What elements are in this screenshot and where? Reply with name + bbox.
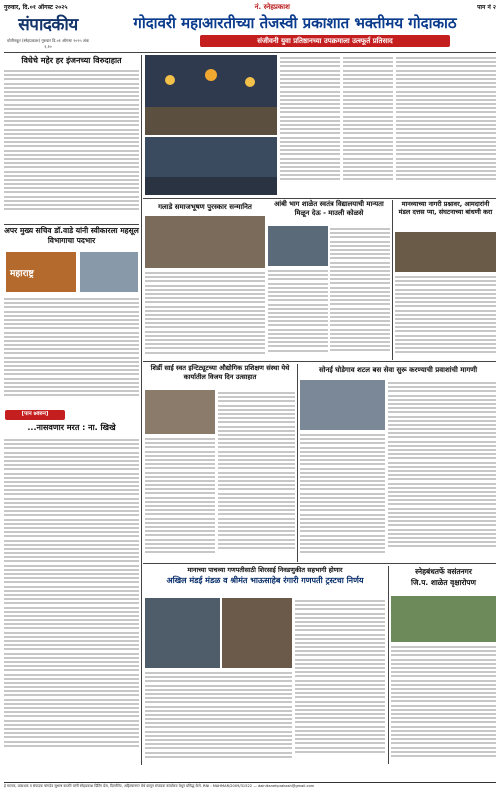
- left-article-3-title: ...नासवणार मरत : ना. खिखे: [27, 423, 116, 432]
- divider: [143, 563, 496, 564]
- page-number: पान नं २: [477, 4, 496, 11]
- left-article-2-header: [4, 226, 139, 250]
- bottom-article-header: [145, 566, 385, 596]
- masthead: [4, 12, 92, 52]
- mid-article-2-side: [330, 226, 390, 358]
- bottom-right-title: स्नेहबंधतर्फे वसंतनगर: [415, 567, 472, 576]
- bottom-right-body: [391, 644, 496, 764]
- bus-stand-photo: [300, 380, 385, 430]
- main-headline: गोदावरी महाआरतीच्या तेजस्वी प्रकाशात भक्तीमय गोदाकाठ: [133, 14, 457, 32]
- mid-article-2-header: [268, 200, 390, 224]
- mid-article-3-header: [145, 364, 295, 388]
- column-divider: [392, 200, 393, 360]
- photo-water: [145, 177, 277, 195]
- press-conference-photo: [222, 598, 292, 668]
- imprint-footer: हे मालक, प्रकाशक व संपादक चांगदेव सुभाष कातोरे यांनी स्नेहप्रकाश प्रिंटिंग प्रेस, दिल्लीगेट, अहिल्यानगर येथे छापून संपादक कार्यालय येथून प्रसिद्ध केले. RNI : MAHMAR/2009/31522 — dainiksnehprakash@gmail.com: [4, 782, 496, 794]
- left-article-1-title: विधेचे महेर हर इंजनच्या विरुदाहात: [21, 56, 122, 65]
- river-aarti-photo: [145, 137, 277, 195]
- bottom-article-title: अखिल मंडई मंडळ व श्रीमंत भाऊसाहेब रंगारी गणपती ट्रस्टचा निर्णय: [166, 576, 364, 585]
- continued-box: [पान ७वरुन]: [5, 410, 65, 420]
- left-article-1: [4, 55, 139, 220]
- right-article-2-body: [300, 432, 385, 560]
- tree-plantation-photo: [391, 596, 496, 642]
- left-article-2-body: [4, 296, 139, 406]
- bottom-right-subtitle: जि.प. शाळेत वृक्षारोपण: [411, 578, 476, 587]
- lamp-glow: [165, 75, 175, 85]
- mid-article-2-body: [268, 268, 328, 358]
- brand-label: नं. स्नेहप्रकाश: [254, 2, 290, 11]
- lamp-glow: [205, 69, 217, 81]
- meeting-photo: [395, 232, 496, 272]
- main-event-photo: [145, 55, 277, 135]
- photo-crowd: [145, 107, 277, 135]
- main-article-col-3: [396, 55, 496, 195]
- bottom-article-body: [145, 670, 292, 764]
- right-article-2-side: [388, 380, 496, 560]
- left-article-3-body: [4, 437, 139, 763]
- bottom-article-side: [295, 598, 385, 764]
- top-divider: [4, 52, 496, 53]
- iti-photo: [145, 390, 215, 434]
- right-article-2-title: सोनई घोडेगाव शटल बस सेवा सुरू करण्याची प्रवाशांची मागणी: [318, 366, 478, 374]
- school-photo: [268, 226, 328, 266]
- award-photo: [145, 216, 265, 268]
- lamp-glow: [245, 77, 255, 87]
- divider: [4, 224, 139, 225]
- photo-label: महाराष्ट्र: [10, 269, 34, 279]
- bottom-right-header: [391, 566, 496, 594]
- main-article-col-1: [280, 55, 340, 195]
- text-filler: [4, 70, 139, 210]
- article-photo-emblem: [6, 252, 76, 292]
- right-article-2-header: [300, 364, 496, 378]
- divider: [143, 361, 496, 362]
- left-article-2-title: अपर मुख्य सचिव डाॅ.वाडे यांनी स्वीकारला महसूल विभागाचा पदभार: [4, 226, 139, 245]
- column-divider: [388, 566, 389, 764]
- left-article-1-body: [4, 68, 139, 218]
- mandal-photo: [145, 598, 220, 668]
- right-article-1-header: [395, 200, 496, 230]
- column-divider: [141, 55, 142, 765]
- mid-article-3-title: शिर्डी साई स्वत इन्टिट्यूटच्या औद्योगिक प्रशिक्षण संस्था येथे कार्यातील विजय दिन उत्साहात: [150, 364, 290, 381]
- masthead-title: संपादकीय: [18, 15, 78, 35]
- column-divider: [297, 364, 298, 562]
- right-article-1-body: [395, 274, 496, 358]
- issue-date: गुरुवार, दि.०१ ऑगस्ट २०२५: [4, 4, 68, 11]
- divider: [143, 198, 496, 199]
- bottom-article-kicker: मानाच्या पाचव्या गणपतीसाठी शिरसाई निवडणुकीत सहभागी होणार: [187, 566, 343, 574]
- masthead-sub: धोत्रीनकूर (स्नेहप्रकाश) गुरुवार दि.०१ ऑगस्ट २०२५ अंक १,१०: [7, 38, 89, 49]
- right-article-1-title: मानव्याच्या नागरी प्रश्नावर, आमदारांनी मंडल दत्तस प्या, संघटनाच्या बांधणी करा: [398, 200, 493, 217]
- left-article-3-header: [4, 421, 139, 435]
- mid-article-3-side: [218, 390, 295, 560]
- mid-article-1-header: [145, 202, 265, 214]
- page-top-bar: [4, 2, 496, 12]
- main-article-col-2: [343, 55, 393, 195]
- article-photo-portrait: [80, 252, 138, 292]
- mid-article-3-body: [145, 436, 215, 560]
- mid-article-1-body: [145, 270, 265, 358]
- mid-article-2-title: आंबी भाग शाळेत स्वतंत्र विद्यालयाची मान्यता मिळून देऊ - माउली कोळसे: [274, 200, 384, 217]
- sub-banner: संजीवनी युवा प्रतिष्ठानच्या उपक्रमाला उत्स्फूर्त प्रतिसाद: [200, 35, 450, 47]
- mid-article-1-title: गलाडे समाजभूषण पुरस्कार सन्मानित: [158, 203, 252, 211]
